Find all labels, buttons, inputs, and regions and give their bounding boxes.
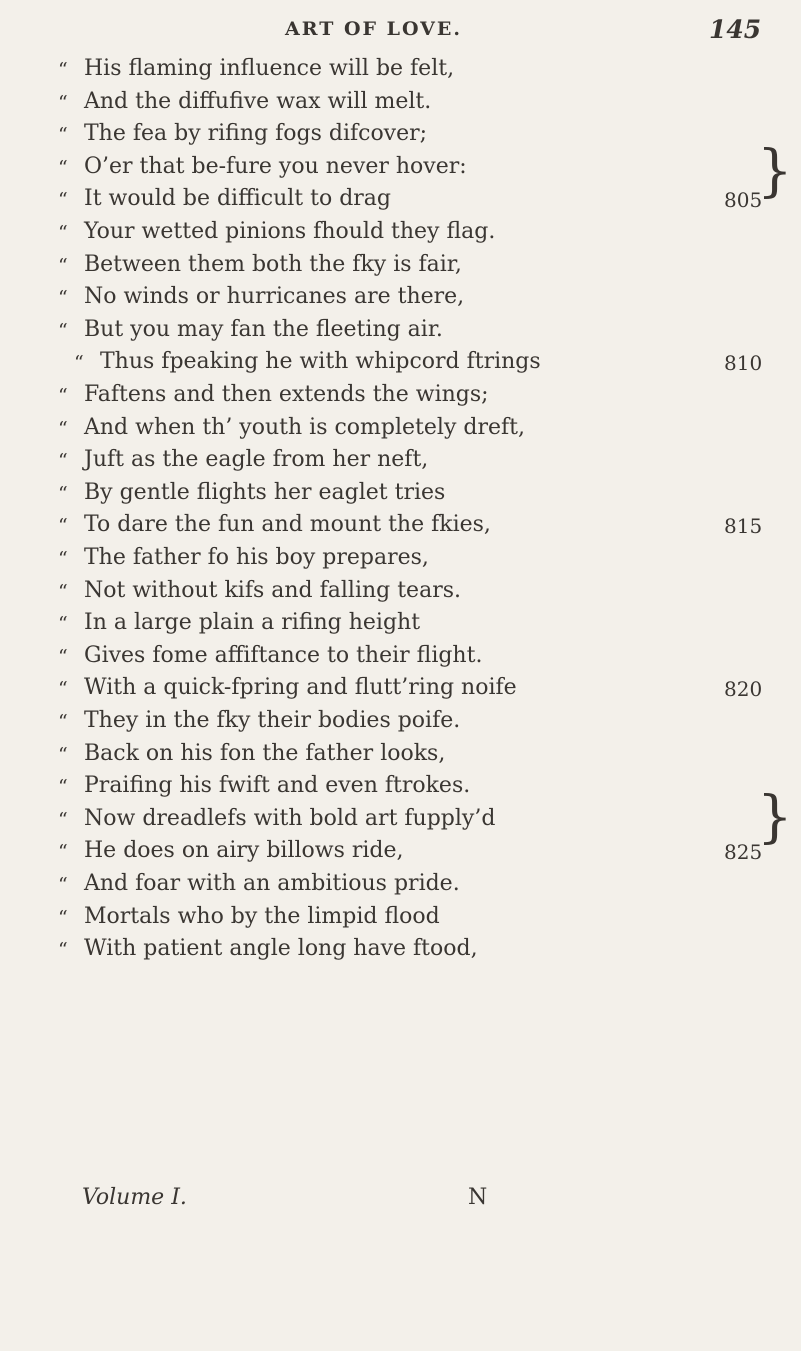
verse-line bbox=[0, 480, 801, 514]
quote-mark: “ bbox=[58, 515, 68, 537]
verse-text: Your wetted pinions fhould they flag. bbox=[84, 219, 496, 244]
quote-mark: “ bbox=[58, 418, 68, 440]
verse-text: Between them both the fky is fair, bbox=[84, 252, 462, 277]
verse-line bbox=[0, 871, 801, 905]
verse-line bbox=[0, 447, 801, 481]
quote-mark: “ bbox=[58, 809, 68, 831]
running-title: ART OF LOVE. bbox=[285, 18, 463, 40]
verse-text: Faftens and then extends the wings; bbox=[84, 382, 489, 407]
verse-line bbox=[0, 89, 801, 123]
verse-text: With patient angle long have ftood, bbox=[84, 936, 478, 961]
quote-mark: “ bbox=[58, 385, 68, 407]
verse-text: With a quick-fpring and flutt’ring noife bbox=[84, 675, 517, 700]
verse-text: His flaming influence will be felt, bbox=[84, 56, 455, 81]
verse-line bbox=[0, 349, 801, 383]
quote-mark: “ bbox=[58, 287, 68, 309]
verse-line bbox=[0, 252, 801, 286]
verse-line bbox=[0, 643, 801, 677]
quote-mark: “ bbox=[58, 678, 68, 700]
verse-line bbox=[0, 578, 801, 612]
verse-line bbox=[0, 838, 801, 872]
quote-mark: “ bbox=[58, 646, 68, 668]
quote-mark: “ bbox=[58, 841, 68, 863]
quote-mark: “ bbox=[58, 613, 68, 635]
verse-line bbox=[0, 121, 801, 155]
verse-line bbox=[0, 154, 801, 188]
verse-text: But you may fan the fleeting air. bbox=[84, 317, 443, 342]
verse-text: They in the fky their bodies poife. bbox=[84, 708, 461, 733]
verse-line bbox=[0, 382, 801, 416]
verse-text: And the diffufive wax will melt. bbox=[84, 89, 432, 114]
verse-line bbox=[0, 773, 801, 807]
verse-text: Juft as the eagle from her neft, bbox=[84, 447, 429, 472]
verse-line bbox=[0, 317, 801, 351]
quote-mark: “ bbox=[58, 255, 68, 277]
verse-line bbox=[0, 741, 801, 775]
quote-mark: “ bbox=[58, 222, 68, 244]
verse-line bbox=[0, 56, 801, 90]
quote-mark: “ bbox=[58, 874, 68, 896]
line-number: 805 bbox=[724, 188, 763, 212]
verse-text: The father fo his boy prepares, bbox=[84, 545, 429, 570]
verse-line bbox=[0, 708, 801, 742]
verse-line bbox=[0, 512, 801, 546]
verse-text: Praifing his fwift and even ftrokes. bbox=[84, 773, 471, 798]
quote-mark: “ bbox=[58, 189, 68, 211]
quote-mark: “ bbox=[74, 352, 84, 374]
verse-text: It would be difficult to drag bbox=[84, 186, 392, 211]
verse-line bbox=[0, 936, 801, 970]
verse-line bbox=[0, 186, 801, 220]
verse-text: Gives fome affiftance to their flight. bbox=[84, 643, 483, 668]
verse-text: Back on his fon the father looks, bbox=[84, 741, 446, 766]
verse-line bbox=[0, 545, 801, 579]
page-number: 145 bbox=[709, 15, 762, 44]
quote-mark: “ bbox=[58, 92, 68, 114]
verse-line bbox=[0, 415, 801, 449]
triplet-brace: } bbox=[757, 139, 793, 204]
volume-mark: Volume I. bbox=[82, 1185, 187, 1210]
verse-text: Thus fpeaking he with whipcord ftrings bbox=[100, 349, 541, 374]
verse-text: Now dreadlefs with bold art fupply’d bbox=[84, 806, 496, 831]
line-number: 820 bbox=[724, 677, 763, 701]
quote-mark: “ bbox=[58, 59, 68, 81]
quote-mark: “ bbox=[58, 939, 68, 961]
verse-line bbox=[0, 219, 801, 253]
quote-mark: “ bbox=[58, 581, 68, 603]
verse-line bbox=[0, 675, 801, 709]
quote-mark: “ bbox=[58, 450, 68, 472]
quote-mark: “ bbox=[58, 548, 68, 570]
page-footer bbox=[0, 1183, 801, 1223]
running-head bbox=[0, 12, 801, 52]
quote-mark: “ bbox=[58, 776, 68, 798]
signature-mark: N bbox=[468, 1185, 488, 1210]
quote-mark: “ bbox=[58, 320, 68, 342]
quote-mark: “ bbox=[58, 124, 68, 146]
line-number: 815 bbox=[724, 514, 763, 538]
quote-mark: “ bbox=[58, 711, 68, 733]
verse-text: Mortals who by the limpid flood bbox=[84, 904, 440, 929]
verse-text: O’er that be-fure you never hover: bbox=[84, 154, 467, 179]
verse-line bbox=[0, 806, 801, 840]
quote-mark: “ bbox=[58, 483, 68, 505]
verse-text: And foar with an ambitious pride. bbox=[84, 871, 460, 896]
verse-line bbox=[0, 610, 801, 644]
verse-text: No winds or hurricanes are there, bbox=[84, 284, 465, 309]
verse-text: And when th’ youth is completely dreft, bbox=[84, 415, 525, 440]
line-number: 810 bbox=[724, 351, 763, 375]
verse-line bbox=[0, 904, 801, 938]
verse-text: To dare the fun and mount the fkies, bbox=[84, 512, 491, 537]
verse-text: By gentle flights her eaglet tries bbox=[84, 480, 446, 505]
verse-line bbox=[0, 284, 801, 318]
quote-mark: “ bbox=[58, 157, 68, 179]
verse-text: He does on airy billows ride, bbox=[84, 838, 404, 863]
verse-text: In a large plain a rifing height bbox=[84, 610, 421, 635]
verse-text: The fea by rifing fogs difcover; bbox=[84, 121, 428, 146]
quote-mark: “ bbox=[58, 907, 68, 929]
line-number: 825 bbox=[724, 840, 763, 864]
quote-mark: “ bbox=[58, 744, 68, 766]
triplet-brace: } bbox=[757, 785, 793, 850]
verse-text: Not without kifs and falling tears. bbox=[84, 578, 461, 603]
